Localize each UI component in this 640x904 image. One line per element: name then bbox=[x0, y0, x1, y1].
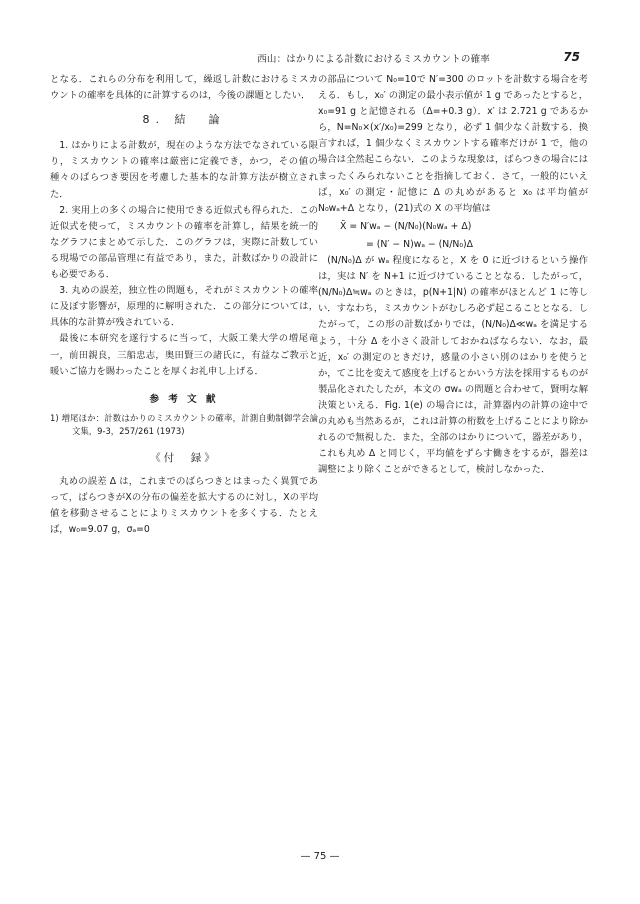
acknowledgement-paragraph: 最後に本研究を遂行するに当って，大阪工業大学の増尾竜一，前田親良，三船忠志，奥田賢三の諸氏に，有益なご教示と暖いご協力を賜わったことを厚くお礼申し上げる． bbox=[50, 333, 318, 377]
section-title-conclusion: 8. 結 論 bbox=[142, 113, 226, 127]
references-title: 参 考 文 献 bbox=[149, 393, 219, 405]
left-column bbox=[50, 72, 318, 538]
appendix-title: 《付 録》 bbox=[150, 451, 218, 464]
right-column bbox=[318, 72, 588, 478]
conclusion-paragraph-1: 1. はかりによる計数が，現在のような方法でなされている限り，ミスカウントの確率は厳密に定義でき，かつ，その値の種々のばらつき要因を考慮した基本的な計算方法が樹立された． bbox=[50, 140, 318, 200]
conclusion-paragraph-3: 3. 丸めの誤差，独立性の問題も，それがミスカウントの確率に及ぼす影響が，原理的に解明された．この部分については，具体的な計算が残されている． bbox=[50, 285, 318, 329]
page-footer-number: — 75 — bbox=[300, 851, 340, 862]
equation-line-1: X̄ = N′wₐ − (N/N₀)(N₀wₐ + Δ) bbox=[340, 220, 472, 232]
page-number-top: 75 bbox=[563, 50, 580, 64]
running-title: 西山：はかりによる計数におけるミスカウントの確率 bbox=[257, 54, 490, 65]
reference-item: 1) 増尾ほか：計数はかりのミスカウントの確率，計測自動制御学会論文集，9-3，257/261 (1973) bbox=[50, 412, 318, 436]
conclusion-paragraph-2: 2. 実用上の多くの場合に使用できる近似式も得られた．この近似式を使って，ミスカウントの確率を計算し，結果を統一的なグラフにまとめて示した．このグラフは，実際に計数している現場での部品管理に有益であり，また，計数ばかりの設計にも必要である． bbox=[50, 204, 318, 281]
right-paragraph-1: の部品について N₀=10で N′=300 のロットを計数する場合を考える．もし，x₀′ の測定の最小表示値が 1 g であったとすると，x₀=91 g と記憶される（Δ=+0.3 g）．x′ は 2.721 g であるから，N=N₀×(x′/x₀)=299 となり，必ず 1 個少なく計数する．換言すれば，1 個少なくミスカウントする確率だけが 1 で，他の場合は全然起こらない．このような現象は，ばらつきの場合にはまったくみられないことを指摘しておく．さて，一般的にいえば，x₀′ の測定・記憶に Δ の丸めがあると x₀ は平均値が N₀wₐ+Δ となり，(21)式の X の平均値は bbox=[318, 74, 588, 214]
equation-line-2: = (N′ − N)wₐ − (N/N₀)Δ bbox=[366, 238, 474, 250]
page-header bbox=[48, 51, 580, 67]
intro-paragraph: となる．これらの分布を利用して，繰返し計数におけるミスカウントの確率を具体的に計算するのは，今後の課題としたい． bbox=[50, 74, 318, 102]
appendix-paragraph: 丸めの誤差 Δ は，これまでのばらつきとはまったく異質であって，ばらつきがXの分布の偏差を拡大するのに対し，Xの平均値を移動させることによりミスカウントを多くする．たとえば，w₀=9.07 g，σₐ=0 bbox=[50, 475, 318, 536]
right-paragraph-2: (N/N₀)Δ が wₐ 程度になると，X を 0 に近づけるという操作は，実は N′ を N+1 に近づけていることとなる．したがって，(N/N₀)Δ≒wₐ のときは，p(N+1|N) の確率がほとんど 1 に等しい．すなわち，ミスカウントがむしろ必ず起こることとなる．したがって，この形の計数ばかりでは，(N/N₀)Δ≪wₐ を満足するよう，十分 Δ を小さく設計しておかねばならない．なお，最近，x₀′ の測定のときだけ，感量の小さい別のはかりを使うとか，てこ比を変えて感度を上げるとかいう方法を採用するものが製品化されたしたが，本文の σwₐ の問題と合わせて，賢明な解決策といえる．Fig. 1(e) の場合には，計算器内の計算の途中での丸めも当然あるが，これは計算の桁数を上げることにより除かれるので無視した．また，全部のはかりについて，器差があり，これも丸め Δ と同じく，平均値をずらす働きをするが，器差は調整により除くことができるとして，検討しなかった． bbox=[318, 255, 588, 476]
